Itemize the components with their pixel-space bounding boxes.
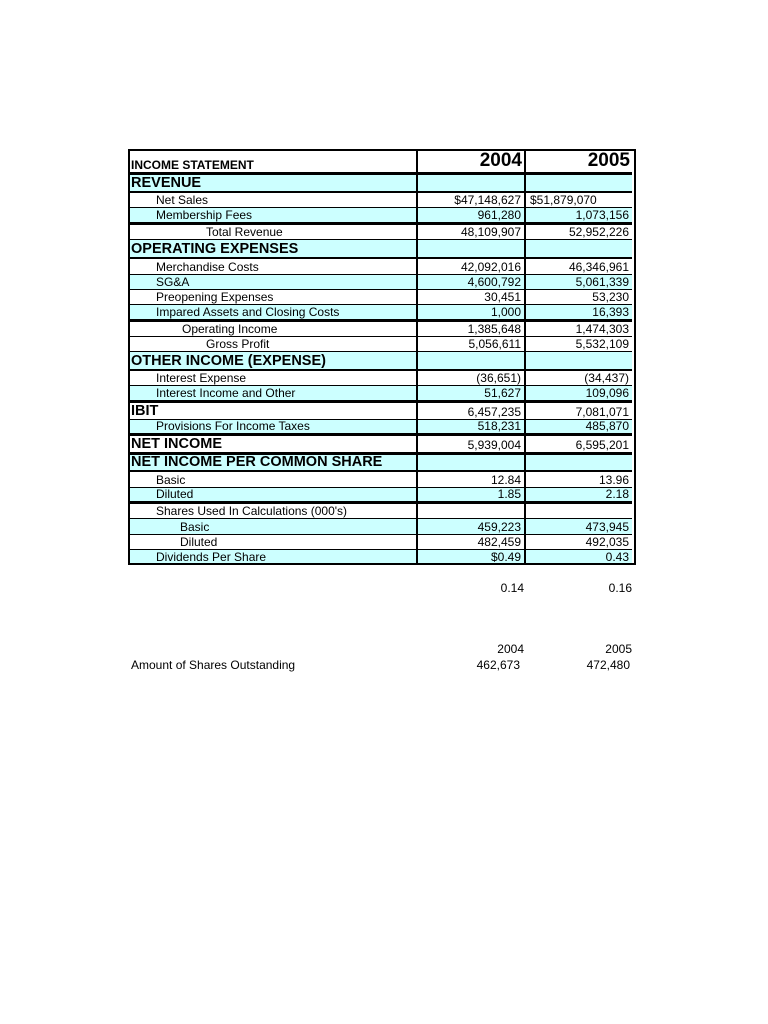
row-label: Preopening Expenses (156, 290, 274, 304)
ratio-2004[interactable]: 0.14 (500, 581, 524, 595)
table-row (130, 322, 634, 337)
value-cell-2004[interactable] (418, 240, 524, 259)
row-label: Basic (156, 473, 186, 487)
value-2004: 5,939,004 (467, 438, 521, 452)
label-cell[interactable] (130, 436, 416, 455)
value-2004: 48,109,907 (460, 225, 521, 239)
section-title: OPERATING EXPENSES (131, 241, 299, 257)
value-2004: 42,092,016 (460, 260, 521, 274)
table-row (130, 472, 634, 488)
table-row (130, 208, 634, 225)
value-cell-2004[interactable] (418, 519, 524, 535)
value-cell-2004[interactable] (418, 472, 524, 488)
value-cell-2004[interactable] (418, 225, 524, 240)
value-2004: 1,000 (490, 305, 521, 319)
label-cell[interactable] (130, 504, 416, 519)
row-label: Operating Income (182, 322, 278, 336)
table-row (130, 275, 634, 290)
section-row (130, 240, 634, 259)
value-2005: 7,081,071 (575, 405, 629, 419)
value-cell-2004[interactable] (418, 275, 524, 290)
value-cell-2005[interactable] (526, 240, 632, 259)
value-cell-2005[interactable] (526, 472, 632, 488)
value-2005: 5,061,339 (575, 275, 629, 289)
section-row (130, 352, 634, 371)
value-2005: 1,073,156 (575, 208, 629, 222)
value-2005: 13.96 (598, 473, 629, 487)
value-2004: 1.85 (497, 487, 521, 501)
value-cell-2005[interactable] (526, 455, 632, 472)
table-row (130, 504, 634, 519)
value-cell-2004[interactable] (418, 290, 524, 305)
label-cell[interactable] (130, 371, 416, 386)
value-cell-2005[interactable] (526, 386, 632, 403)
row-label: Dividends Per Share (156, 550, 267, 564)
section-title: NET INCOME PER COMMON SHARE (131, 454, 383, 470)
value-cell-2005[interactable] (526, 420, 632, 436)
label-cell[interactable] (130, 472, 416, 488)
value-2005: 53,230 (592, 290, 629, 304)
value-2004: 459,223 (477, 520, 521, 534)
value-cell-2004[interactable] (418, 420, 524, 436)
label-cell[interactable] (130, 535, 416, 550)
value-2004: 6,457,235 (467, 405, 521, 419)
label-cell[interactable] (130, 322, 416, 337)
value-cell-2005[interactable] (526, 193, 632, 208)
row-label: Membership Fees (156, 208, 253, 222)
value-cell-2005[interactable] (526, 322, 632, 337)
value-2005: 492,035 (585, 535, 629, 549)
label-cell[interactable] (130, 519, 416, 535)
value-cell-2005[interactable] (526, 305, 632, 322)
value-cell-2004[interactable] (418, 488, 524, 504)
table-row (130, 519, 634, 535)
year-b-cell[interactable] (526, 151, 632, 175)
value-2005: 46,346,961 (568, 260, 629, 274)
value-cell-2004[interactable] (418, 436, 524, 455)
value-2005: $51,879,070 (530, 193, 597, 207)
value-2004: 4,600,792 (467, 275, 521, 289)
value-2005: 6,595,201 (575, 438, 629, 452)
value-cell-2005[interactable] (526, 403, 632, 420)
row-label: Total Revenue (206, 225, 283, 239)
ratio-2005[interactable]: 0.16 (608, 581, 632, 595)
value-cell-2004[interactable] (418, 193, 524, 208)
label-cell[interactable] (130, 275, 416, 290)
value-2005: 109,096 (585, 386, 629, 400)
section-title: NET INCOME (131, 436, 223, 452)
value-cell-2004[interactable] (418, 337, 524, 352)
label-cell[interactable] (130, 240, 416, 259)
value-cell-2004[interactable] (418, 455, 524, 472)
section-row (130, 436, 634, 455)
label-cell[interactable] (130, 420, 416, 436)
value-cell-2005[interactable] (526, 535, 632, 550)
label-cell[interactable] (130, 305, 416, 322)
value-cell-2005[interactable] (526, 175, 632, 193)
row-label: Diluted (180, 535, 218, 549)
value-2005: 52,952,226 (568, 225, 629, 239)
label-cell[interactable] (130, 352, 416, 371)
label-cell[interactable] (130, 175, 416, 193)
year-2005-heading: 2005 (587, 150, 630, 171)
row-label: Provisions For Income Taxes (156, 419, 310, 433)
label-cell[interactable] (130, 225, 416, 240)
row-label: Interest Expense (156, 371, 247, 385)
value-cell-2005[interactable] (526, 225, 632, 240)
table-row (130, 386, 634, 403)
value-cell-2004[interactable] (418, 403, 524, 420)
value-cell-2004[interactable] (418, 371, 524, 386)
value-cell-2005[interactable] (526, 371, 632, 386)
value-2004: 51,627 (484, 386, 521, 400)
value-2004: 30,451 (484, 290, 521, 304)
value-cell-2005[interactable] (526, 208, 632, 225)
value-cell-2004[interactable] (418, 535, 524, 550)
table-row (130, 259, 634, 275)
value-2004: 961,280 (477, 208, 521, 222)
label-cell[interactable] (130, 337, 416, 352)
value-2004: $0.49 (490, 550, 521, 564)
header-label-cell[interactable] (130, 151, 416, 175)
table-row (130, 337, 634, 352)
label-cell[interactable] (130, 208, 416, 225)
section-title: OTHER INCOME (EXPENSE) (131, 353, 326, 369)
value-cell-2005[interactable] (526, 504, 632, 519)
value-cell-2004[interactable] (418, 305, 524, 322)
value-cell-2005[interactable] (526, 519, 632, 535)
row-label: Net Sales (156, 193, 209, 207)
section-title: IBIT (131, 403, 159, 419)
value-cell-2005[interactable] (526, 337, 632, 352)
value-2004: 1,385,648 (467, 322, 521, 336)
shares-outstanding-2005[interactable]: 472,480 (586, 658, 630, 672)
row-label: Gross Profit (206, 337, 270, 351)
label-cell[interactable] (130, 193, 416, 208)
shares-outstanding-2004[interactable]: 462,673 (476, 658, 520, 672)
label-cell[interactable] (130, 488, 416, 504)
statement-title: INCOME STATEMENT (131, 158, 254, 172)
value-cell-2004[interactable] (418, 322, 524, 337)
row-label: Basic (180, 520, 210, 534)
year-a-cell[interactable] (418, 151, 524, 175)
value-cell-2005[interactable] (526, 290, 632, 305)
income-statement-table (128, 149, 636, 565)
value-2004: 482,459 (477, 535, 521, 549)
section-title: REVENUE (131, 175, 202, 191)
row-label: Impared Assets and Closing Costs (156, 305, 340, 319)
value-cell-2005[interactable] (526, 488, 632, 504)
value-2005: 0.43 (605, 550, 629, 564)
table-row (130, 305, 634, 322)
table-row (130, 535, 634, 550)
value-cell-2005[interactable] (526, 436, 632, 455)
value-cell-2005[interactable] (526, 352, 632, 371)
table-row (130, 420, 634, 436)
shares-outstanding-label[interactable]: Amount of Shares Outstanding (131, 658, 296, 672)
value-2004: 12.84 (490, 473, 521, 487)
value-2004: 5,056,611 (468, 337, 521, 351)
section-row (130, 455, 634, 472)
year-2004-heading: 2004 (479, 150, 522, 171)
value-2004: 518,231 (477, 419, 521, 433)
section-row (130, 175, 634, 193)
value-2004: (36,651) (476, 371, 521, 385)
table-row (130, 193, 634, 208)
value-cell-2005[interactable] (526, 275, 632, 290)
value-cell-2005[interactable] (526, 259, 632, 275)
value-cell-2004[interactable] (418, 175, 524, 193)
year-2004-label[interactable]: 2004 (497, 642, 524, 656)
label-cell[interactable] (130, 403, 416, 420)
label-cell[interactable] (130, 259, 416, 275)
label-cell[interactable] (130, 386, 416, 403)
value-2005: 1,474,303 (575, 322, 629, 336)
row-label: SG&A (156, 275, 190, 289)
row-label: Shares Used In Calculations (000's) (156, 504, 348, 518)
value-2005: 16,393 (592, 305, 629, 319)
value-2005: (34,437) (584, 371, 629, 385)
value-cell-2004[interactable] (418, 550, 524, 563)
table-row (130, 290, 634, 305)
year-2005-label[interactable]: 2005 (605, 642, 632, 656)
value-cell-2004[interactable] (418, 386, 524, 403)
value-2005: 5,532,109 (575, 337, 629, 351)
value-2005: 473,945 (585, 520, 629, 534)
row-label: Interest Income and Other (156, 386, 296, 400)
value-2005: 2.18 (605, 487, 629, 501)
value-2004: $47,148,627 (454, 193, 521, 207)
value-cell-2004[interactable] (418, 352, 524, 371)
label-cell[interactable] (130, 455, 416, 472)
section-row (130, 403, 634, 420)
value-cell-2004[interactable] (418, 504, 524, 519)
value-cell-2004[interactable] (418, 259, 524, 275)
label-cell[interactable] (130, 550, 416, 563)
label-cell[interactable] (130, 290, 416, 305)
value-cell-2004[interactable] (418, 208, 524, 225)
row-label: Merchandise Costs (156, 260, 259, 274)
table-row (130, 371, 634, 386)
table-row (130, 488, 634, 504)
value-cell-2005[interactable] (526, 550, 632, 563)
row-label: Diluted (156, 487, 194, 501)
table-row (130, 225, 634, 240)
value-2005: 485,870 (585, 419, 629, 433)
table-row (130, 550, 634, 563)
header-row (130, 151, 634, 175)
